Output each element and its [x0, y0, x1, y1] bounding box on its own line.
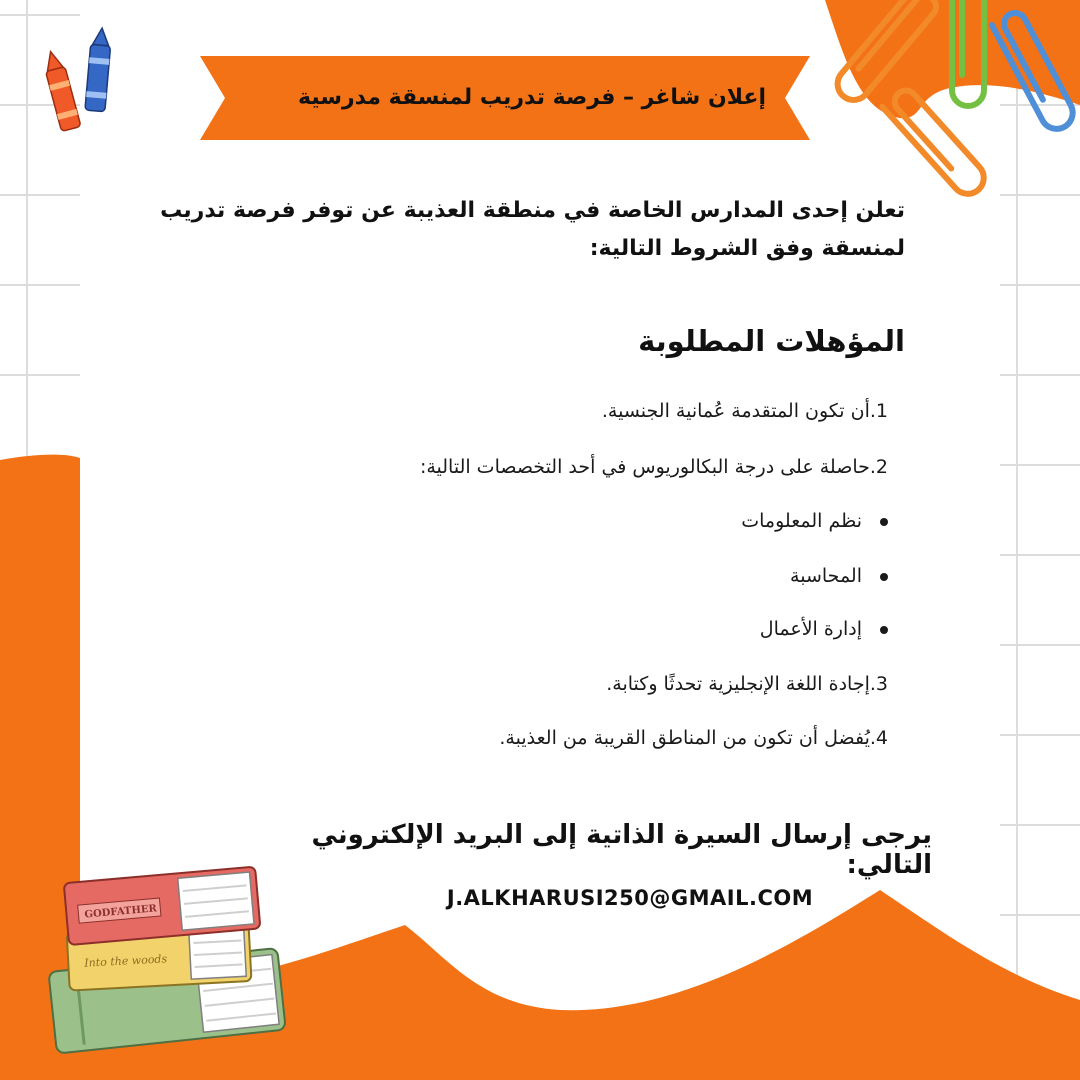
announcement-title: إعلان شاغر – فرصة تدريب لمنسقة مدرسية — [298, 85, 766, 110]
intro-paragraph: تعلن إحدى المدارس الخاصة في منطقة العذيبة عن توفر فرصة تدريب لمنسقة وفق الشروط التالية: — [160, 198, 905, 261]
send-cv-prompt: يرجى إرسال السيرة الذاتية إلى البريد الإلكتروني التالي: — [311, 820, 932, 880]
specialization-item — [760, 618, 888, 640]
bullet-icon — [880, 626, 888, 634]
requirement-item-3: 3.إجادة اللغة الإنجليزية تحدثًا وكتابة. — [606, 673, 888, 695]
specialization-item — [790, 565, 888, 587]
book-top-label: GODFATHER — [84, 903, 158, 921]
requirement-item-1: 1.أن تكون المتقدمة عُمانية الجنسية. — [601, 400, 888, 422]
qualifications-heading: المؤهلات المطلوبة — [638, 324, 905, 358]
book-middle-label: Into the woods — [83, 952, 168, 970]
contact-email[interactable]: J.ALKHARUSI250@GMAIL.COM — [446, 886, 814, 910]
bullet-icon — [880, 573, 888, 581]
specialization-label: المحاسبة — [790, 565, 862, 587]
specialization-label: إدارة الأعمال — [759, 618, 862, 640]
specialization-label: نظم المعلومات — [741, 510, 862, 532]
requirement-item-4: 4.يُفضل أن تكون من المناطق القريبة من العذيبة. — [499, 727, 888, 749]
bullet-icon — [880, 518, 888, 526]
specialization-item — [741, 510, 888, 532]
requirement-item-2: 2.حاصلة على درجة البكالوريوس في أحد التخصصات التالية: — [419, 456, 888, 478]
books-icon — [48, 867, 285, 1054]
